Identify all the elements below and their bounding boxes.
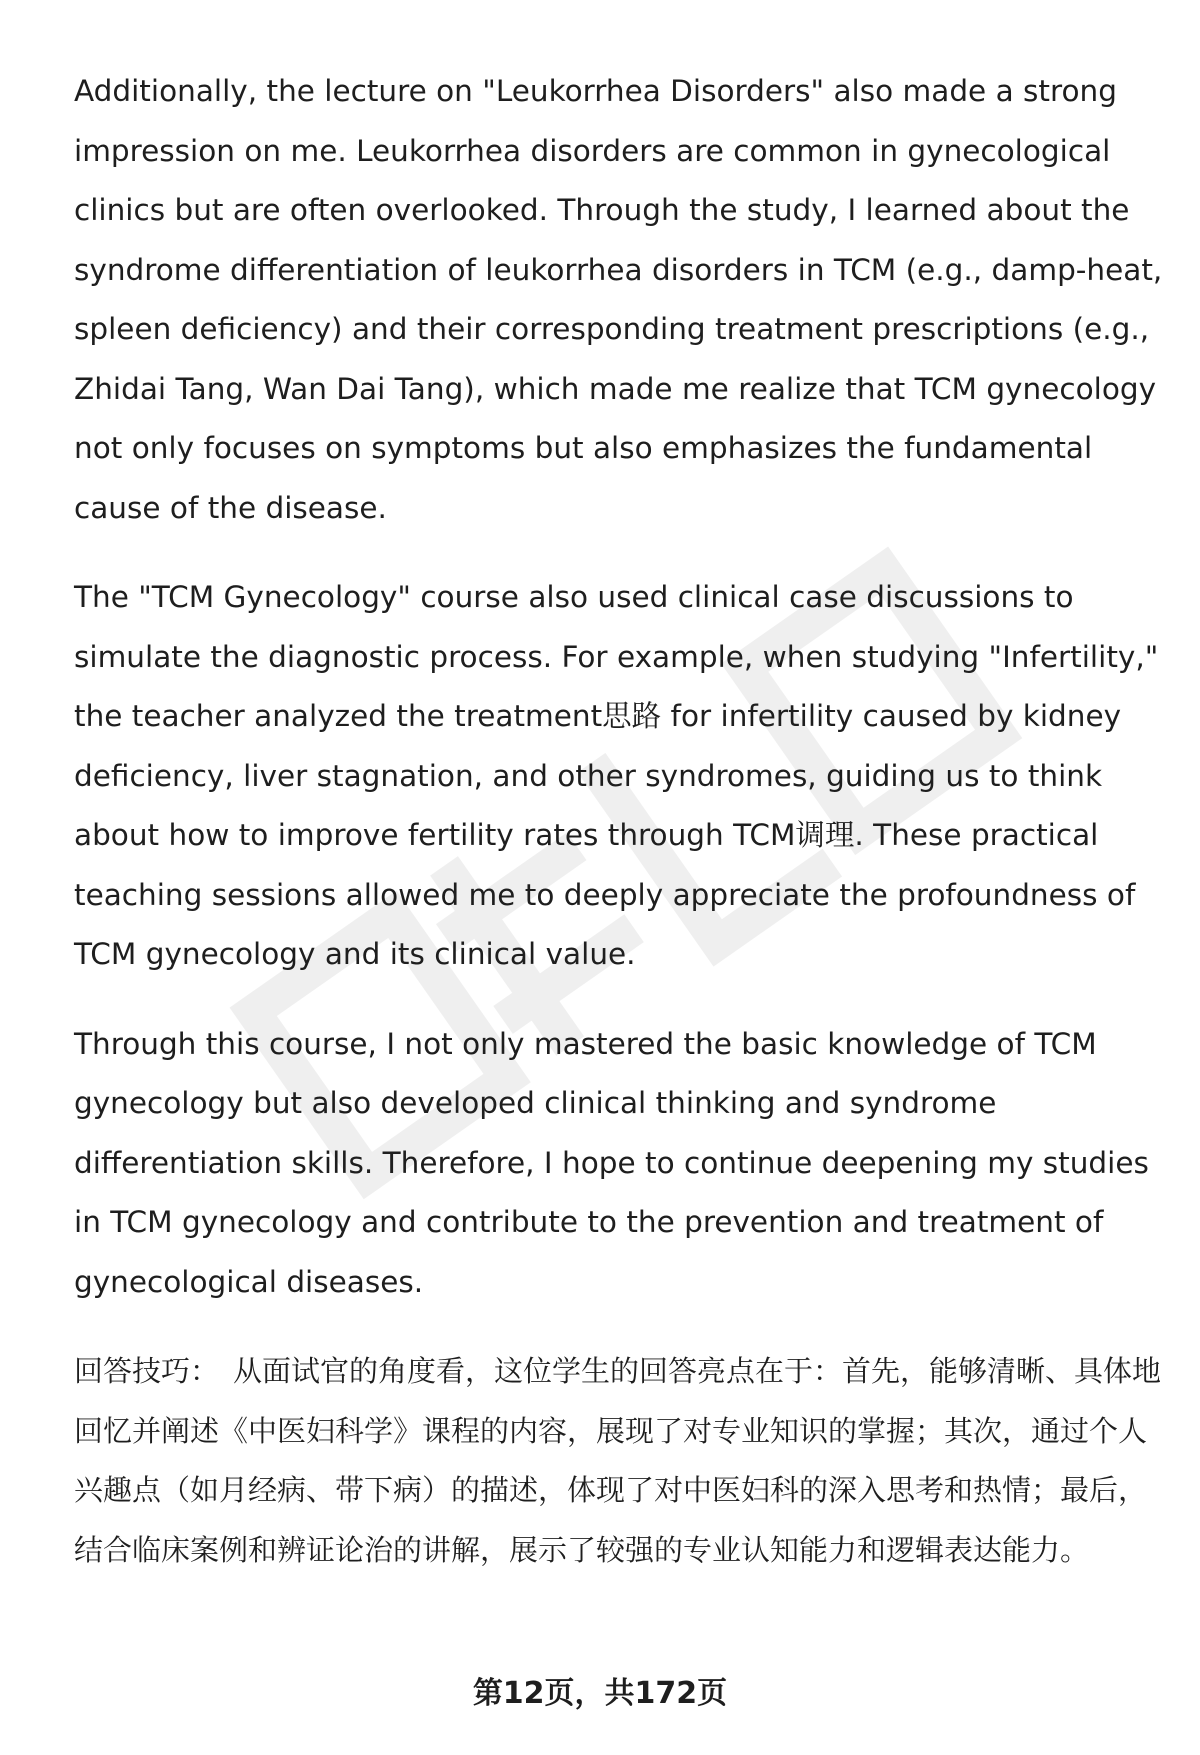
answer-tips-text: 从面试官的角度看，这位学生的回答亮点在于：首先，能够清晰、具体地回忆并阐述《中医妇科学》课程的内容，展现了对专业知识的掌握；其次，通过个人兴趣点（如月经病、带下病）的描述，体现了对中医妇科的深入思考和热情；最后，结合临床案例和辨证论治的讲解，展示了较强的专业认知能力和逻辑表达能力。	[74, 1354, 1162, 1567]
answer-tips-paragraph	[74, 1342, 1164, 1580]
body-paragraph-1: Additionally, the lecture on "Leukorrhea Disorders" also made a strong impression on me. Leukorrhea disorders are common in gynecological clinics but are often overlooked. Through the study, I learned about the syndrome differentiation of leukorrhea disorders in TCM (e.g., damp-heat, spleen deficiency) and their corresponding treatment prescriptions (e.g., Zhidai Tang, Wan Dai Tang), which made me realize that TCM gynecology not only focuses on symptoms but also emphasizes the fundamental cause of the disease.	[74, 74, 1163, 525]
document-body	[74, 62, 1164, 1580]
body-paragraph-3: Through this course, I not only mastered the basic knowledge of TCM gynecology but also developed clinical thinking and syndrome differentiation skills. Therefore, I hope to continue deepening my studies in TCM gynecology and contribute to the prevention and treatment of gynecological diseases.	[74, 1026, 1149, 1299]
page-number-footer: 第12页，共172页	[472, 1676, 728, 1711]
body-paragraph-2: The "TCM Gynecology" course also used clinical case discussions to simulate the diagnostic process. For example, when studying "Infertility," the teacher analyzed the treatment思路 for infertility caused by kidney deficiency, liver stagnation, and other syndromes, guiding us to think about how to improve fertility rates through TCM调理. These practical teaching sessions allowed me to deeply appreciate the profoundness of TCM gynecology and its clinical value.	[74, 580, 1159, 971]
answer-tips-label: 回答技巧：	[74, 1354, 220, 1388]
